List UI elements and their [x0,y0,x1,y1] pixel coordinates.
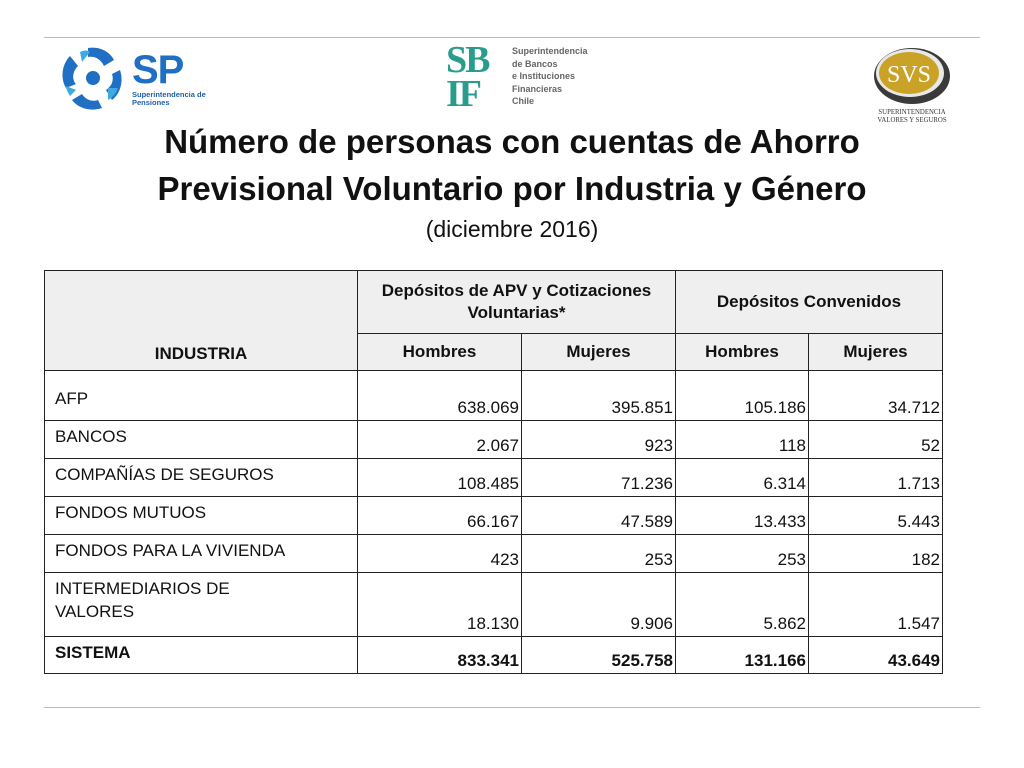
row-value: 2.067 [358,421,522,459]
row-value: 9.906 [522,573,676,637]
table-row [45,497,943,535]
row-value: 5.862 [676,573,809,637]
row-industria: AFP [45,371,358,421]
row-value: 18.130 [358,573,522,637]
apv-table [44,270,943,674]
row-industria: BANCOS [45,421,358,459]
row-value: 66.167 [358,497,522,535]
page-title-line-2: Previsional Voluntario por Industria y Género [157,170,867,207]
total-value: 43.649 [809,637,943,674]
sp-logo [58,44,218,114]
svs-logo-mark: SVS [886,62,932,88]
row-value: 1.713 [809,459,943,497]
sp-logo-letters: SP [132,48,184,92]
header-mujeres: Mujeres [522,334,676,371]
row-value: 182 [809,535,943,573]
bottom-rule [44,707,980,708]
sbif-logo [446,39,596,119]
row-value: 395.851 [522,371,676,421]
row-value: 118 [676,421,809,459]
top-rule [44,37,980,38]
row-value: 108.485 [358,459,522,497]
row-industria: FONDOS PARA LA VIVIENDA [45,535,358,573]
total-value: 131.166 [676,637,809,674]
table-row [45,371,943,421]
table-row [45,459,943,497]
page-title-line-1: Número de personas con cuentas de Ahorro [164,123,860,160]
row-industria: FONDOS MUTUOS [45,497,358,535]
header-group-apv: Depósitos de APV y Cotizaciones Voluntarias* [358,271,676,334]
row-value: 47.589 [522,497,676,535]
row-industria: INTERMEDIARIOS DE VALORES [45,573,358,637]
table-row [45,421,943,459]
header-hombres: Hombres [676,334,809,371]
header-hombres: Hombres [358,334,522,371]
sbif-logo-text-line: Chile [512,96,535,106]
sbif-logo-text-line: Superintendencia [512,46,588,56]
header-group-convenidos: Depósitos Convenidos [676,271,943,334]
table-total-row [45,637,943,674]
page-subtitle: (diciembre 2016) [425,216,599,242]
row-value: 253 [522,535,676,573]
row-value: 13.433 [676,497,809,535]
row-value: 1.547 [809,573,943,637]
sbif-logo-letters-line: SB [446,39,489,81]
sbif-logo-letters-line: IF [446,73,480,115]
sbif-logo-text [512,45,588,108]
svs-logo-emblem-icon [866,42,956,108]
row-value: 52 [809,421,943,459]
total-value: 833.341 [358,637,522,674]
row-value: 423 [358,535,522,573]
row-value: 71.236 [522,459,676,497]
sbif-logo-text-line: e Instituciones [512,71,576,81]
row-value: 105.186 [676,371,809,421]
header-industria: INDUSTRIA [45,271,358,371]
row-value: 923 [522,421,676,459]
row-value: 34.712 [809,371,943,421]
total-industria: SISTEMA [45,637,358,674]
sbif-logo-text-line: Financieras [512,83,563,94]
table-header-row [45,271,943,334]
sbif-logo-text-line: de Bancos [512,58,558,69]
row-value: 5.443 [809,497,943,535]
table-row [45,573,943,637]
header-mujeres: Mujeres [809,334,943,371]
svs-logo [866,42,956,130]
row-industria: COMPAÑÍAS DE SEGUROS [45,459,358,497]
row-value: 638.069 [358,371,522,421]
sp-logo-mark-icon [58,44,128,112]
row-value: 253 [676,535,809,573]
sp-logo-subtitle [132,91,206,107]
sbif-logo-letters [446,39,508,115]
svs-logo-text-line: SUPERINTENDENCIA [878,109,946,116]
sp-logo-subtitle-line: Pensiones [132,98,170,107]
row-value: 6.314 [676,459,809,497]
total-value: 525.758 [522,637,676,674]
table-row [45,535,943,573]
sp-logo-subtitle-line: Superintendencia de [132,90,206,99]
svs-logo-text-line: VALORES Y SEGUROS [877,117,947,124]
